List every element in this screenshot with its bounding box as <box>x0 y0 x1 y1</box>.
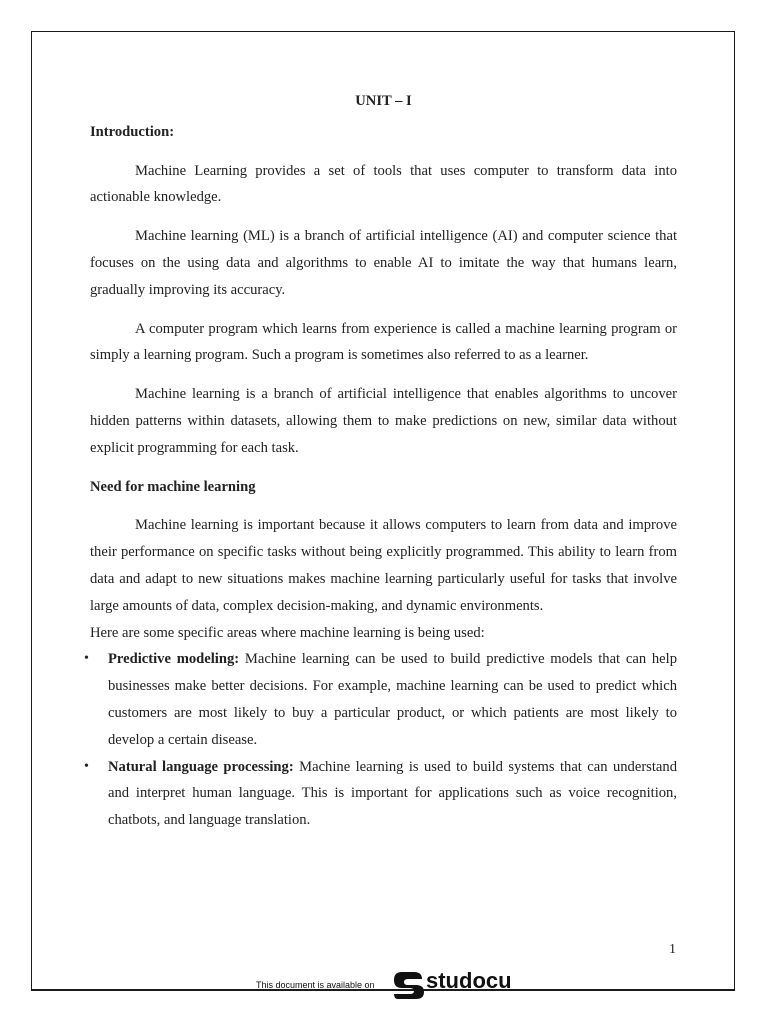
introduction-heading: Introduction: <box>90 123 175 140</box>
need-paragraph: Machine learning is important because it allows computers to learn from data and improve their performance on specific tasks without being explicitly programmed. This ability to learn from data and adapt to new situations makes machine learning particularly useful for tasks that involve large amounts of data, complex decision-making, and dynamic environments. <box>90 517 677 614</box>
intro-paragraph: Machine Learning provides a set of tools that uses computer to transform data into actionable knowledge. <box>90 162 677 206</box>
bullet-icon: • <box>84 758 89 774</box>
bullet-icon: • <box>84 651 89 667</box>
studocu-mark-icon <box>392 968 426 1000</box>
bullet-text: Machine learning can be used to build predictive models that can help businesses make better decisions. For example, machine learning can be used to predict which customers are most likely to buy a particular product, or which patients are most likely to develop a certain disease. <box>108 651 677 748</box>
availability-text: This document is available on <box>256 980 375 990</box>
list-item <box>84 646 677 753</box>
unit-title: UNIT – I <box>355 93 412 109</box>
footer-banner[interactable] <box>0 968 768 998</box>
bullet-text: Machine learning is used to build systems that can understand and interpret human language. This is important for applications such as voice recognition, chatbots, and language translation. <box>108 758 677 829</box>
intro-paragraph: A computer program which learns from experience is called a machine learning program or simply a learning program. Such a program is sometimes also referred to as a learner. <box>90 320 677 364</box>
bullet-term: Predictive modeling: <box>108 651 240 668</box>
document-body <box>84 88 677 834</box>
need-heading: Need for machine learning <box>90 478 256 495</box>
intro-paragraph: Machine learning is a branch of artificial intelligence that enables algorithms to uncover hidden patterns within datasets, allowing them to make predictions on new, similar data without explicit programming for each task. <box>90 386 677 456</box>
studocu-wordmark: studocu <box>426 968 512 993</box>
intro-paragraph: Machine learning (ML) is a branch of artificial intelligence (AI) and computer science that focuses on the using data and algorithms to enable AI to imitate the way that humans learn, gradually improving its accuracy. <box>90 228 677 298</box>
list-item <box>84 754 677 834</box>
areas-list <box>84 646 677 834</box>
areas-intro: Here are some specific areas where machine learning is being used: <box>90 624 485 641</box>
page-number: 1 <box>669 942 676 957</box>
bullet-term: Natural language processing: <box>108 758 294 775</box>
studocu-logo[interactable] <box>392 968 522 1000</box>
